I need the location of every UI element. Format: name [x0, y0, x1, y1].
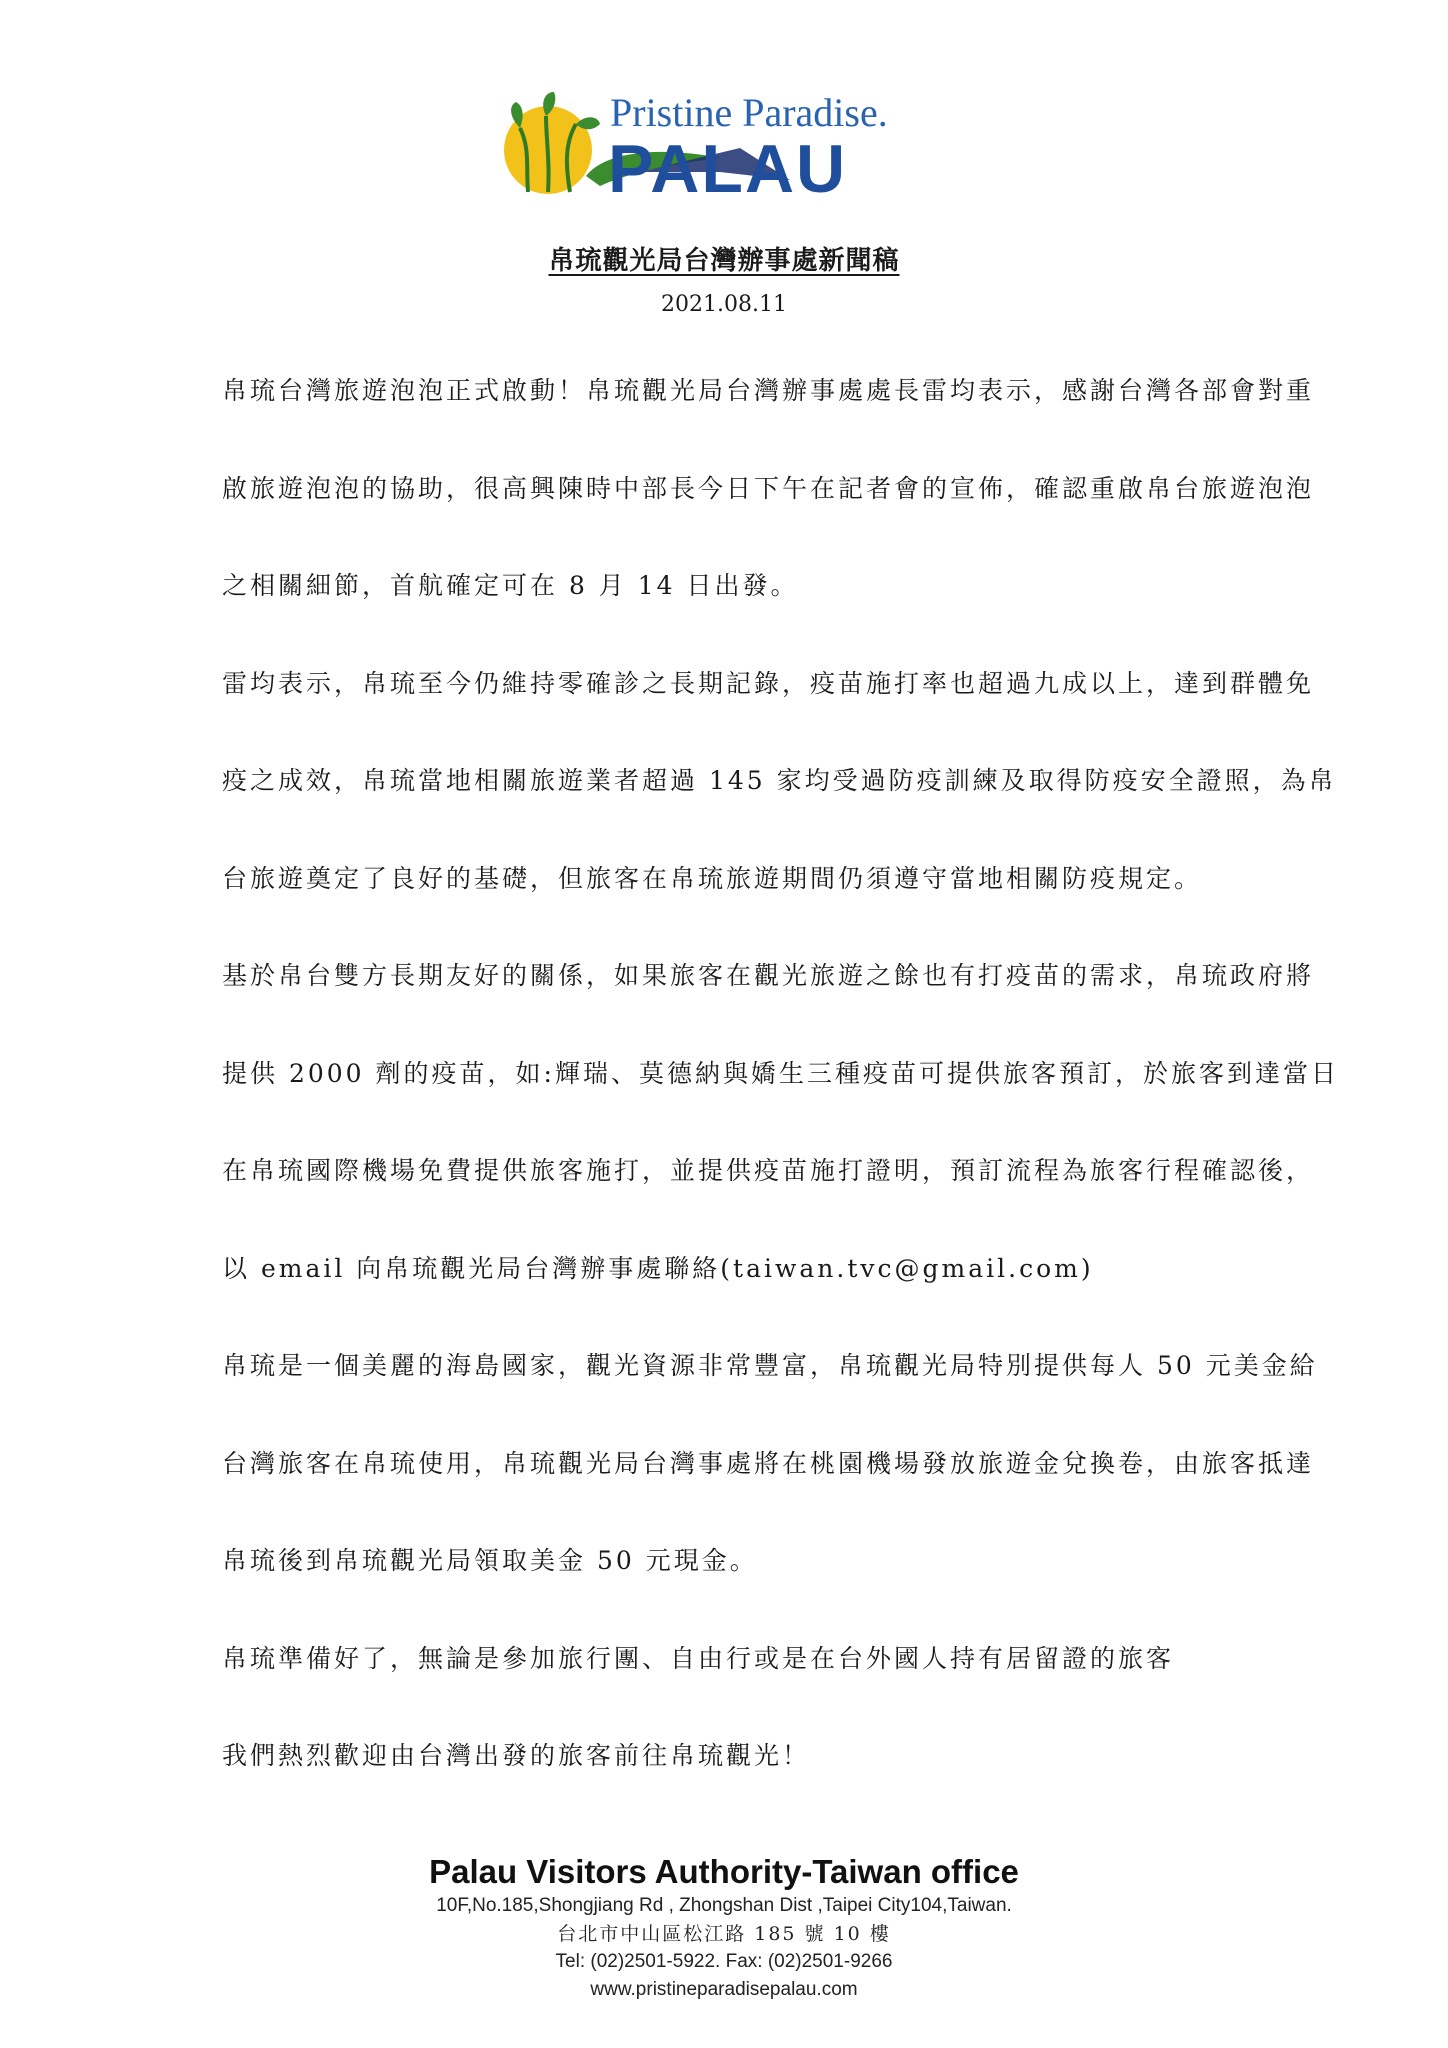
organization-name: Palau Visitors Authority-Taiwan office — [429, 1853, 1019, 1890]
footer-contact — [0, 1852, 1448, 2004]
title-text: 帛琉觀光局台灣辦事處新聞稿 — [548, 246, 900, 276]
body-line: 帛琉是一個美麗的海島國家，觀光資源非常豐富，帛琉觀光局特別提供每人 50 元美金給 — [222, 1351, 1318, 1380]
release-date: 2021.08.11 — [661, 292, 787, 317]
phone-fax: Tel: (02)2501-5922. Fax: (02)2501-9266 — [555, 1951, 893, 1972]
logo-word: PALAU — [608, 131, 848, 198]
body-line: 台旅遊奠定了良好的基礎，但旅客在帛琉旅遊期間仍須遵守當地相關防疫規定。 — [222, 863, 1203, 893]
address-chinese: 台北市中山區松江路 185 號 10 樓 — [557, 1923, 891, 1945]
website-link[interactable]: www.pristineparadisepalau.com — [590, 1979, 858, 2000]
body-line: 提供 2000 劑的疫苗，如:輝瑞、莫德納與嬌生三種疫苗可提供旅客預訂，於旅客到達當日 — [222, 1058, 1339, 1088]
body-line: 之相關細節，首航確定可在 8 月 14 日出發。 — [222, 571, 799, 600]
press-release-body — [222, 376, 1339, 1839]
palau-logo — [490, 88, 960, 198]
body-line: 我們熱烈歡迎由台灣出發的旅客前往帛琉觀光！ — [222, 1741, 811, 1770]
body-line: 雷均表示，帛琉至今仍維持零確診之長期記錄，疫苗施打率也超過九成以上，達到群體免 — [222, 668, 1315, 698]
body-line: 帛琉後到帛琉觀光局領取美金 50 元現金。 — [222, 1546, 758, 1575]
body-line: 帛琉準備好了，無論是參加旅行團、自由行或是在台外國人持有居留證的旅客 — [222, 1643, 1175, 1673]
logo-tagline: Pristine Paradise. — [610, 90, 888, 135]
body-line: 台灣旅客在帛琉使用，帛琉觀光局台灣事處將在桃園機場發放旅遊金兌換卷，由旅客抵達 — [222, 1448, 1315, 1478]
body-line: 以 email 向帛琉觀光局台灣辦事處聯絡(taiwan.tvc@gmail.com) — [222, 1253, 1094, 1283]
address-english: 10F,No.185,Shongjiang Rd , Zhongshan Dist ,Taipei City104,Taiwan. — [436, 1895, 1012, 1916]
body-line: 帛琉台灣旅遊泡泡正式啟動！帛琉觀光局台灣辦事處處長雷均表示，感謝台灣各部會對重 — [222, 376, 1315, 405]
body-line: 疫之成效，帛琉當地相關旅遊業者超過 145 家均受過防疫訓練及取得防疫安全證照，為帛 — [222, 766, 1337, 795]
body-line: 基於帛台雙方長期友好的關係，如果旅客在觀光旅遊之餘也有打疫苗的需求，帛琉政府將 — [222, 961, 1315, 990]
body-line: 啟旅遊泡泡的協助，很高興陳時中部長今日下午在記者會的宣佈，確認重啟帛台旅遊泡泡 — [222, 473, 1315, 503]
palau-logo-graphic — [490, 88, 960, 198]
press-release-title — [0, 240, 1448, 277]
body-line: 在帛琉國際機場免費提供旅客施打，並提供疫苗施打證明，預訂流程為旅客行程確認後， — [222, 1156, 1315, 1185]
